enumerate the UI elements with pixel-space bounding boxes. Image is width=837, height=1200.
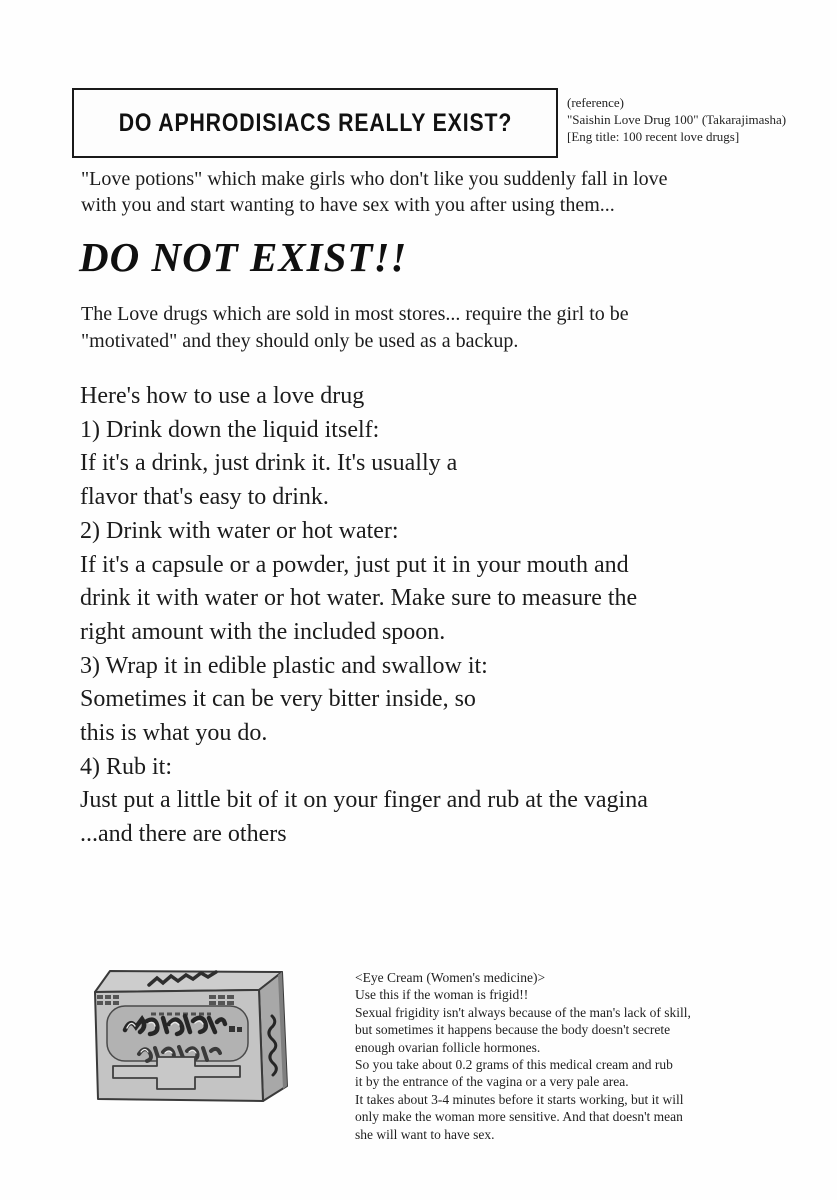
text-line: this is what you do. xyxy=(80,720,268,747)
text-line: [Eng title: 100 recent love drugs] xyxy=(567,129,740,144)
text-line: she will want to have sex. xyxy=(355,1126,495,1142)
text-line: drink it with water or hot water. Make sure to measure the xyxy=(80,585,638,612)
text-line: It takes about 3-4 minutes before it starts working, but it will xyxy=(355,1091,684,1107)
text-line: Sexual frigidity isn't always because of the man's lack of skill, xyxy=(355,1004,691,1020)
caveat-paragraph xyxy=(81,301,781,354)
reference-note xyxy=(567,94,829,145)
box-top-face xyxy=(95,971,282,992)
text-line: flavor that's easy to drink. xyxy=(80,484,329,511)
text-line: it by the entrance of the vagina or a very pale area. xyxy=(355,1074,629,1090)
text-line: 4) Rub it: xyxy=(80,753,173,780)
text-line: "Saishin Love Drug 100" (Takarajimasha) xyxy=(567,112,787,127)
text-line: Sometimes it can be very bitter inside, so xyxy=(80,686,476,713)
text-line: 1) Drink down the liquid itself: xyxy=(80,416,380,443)
headline-text: DO NOT EXIST!! xyxy=(79,234,408,280)
figure-container xyxy=(85,958,305,1108)
text-line: enough ovarian follicle hormones. xyxy=(355,1039,541,1055)
text-line: ...and there are others xyxy=(80,821,287,848)
text-line: (reference) xyxy=(567,95,624,110)
text-line: "motivated" and they should only be used as a backup. xyxy=(81,329,519,352)
text-line: Here's how to use a love drug xyxy=(80,383,365,409)
text-line: So you take about 0.2 grams of this medical cream and rub xyxy=(355,1057,673,1073)
page-title: DO APHRODISIACS REALLY EXIST? xyxy=(118,108,512,137)
text-line: Just put a little bit of it on your finger and rub at the vagina xyxy=(80,787,648,814)
title-box xyxy=(72,88,558,158)
text-line: 3) Wrap it in edible plastic and swallow it: xyxy=(80,652,488,679)
text-line: If it's a capsule or a powder, just put it in your mouth and xyxy=(80,551,629,578)
product-note xyxy=(355,969,785,1143)
text-line: 2) Drink with water or hot water: xyxy=(80,517,399,544)
eye-cream-box-illustration xyxy=(85,958,305,1108)
text-line: <Eye Cream (Women's medicine)> xyxy=(355,970,546,985)
text-line: right amount with the included spoon. xyxy=(80,618,446,645)
intro-paragraph xyxy=(81,166,781,218)
text-line: "Love potions" which make girls who don't like you suddenly fall in love xyxy=(81,168,668,190)
text-line: but sometimes it happens because the body doesn't secrete xyxy=(355,1022,671,1038)
text-line: The Love drugs which are sold in most stores... require the girl to be xyxy=(81,303,629,325)
text-line: Use this if the woman is frigid!! xyxy=(355,987,529,1003)
instructions-list xyxy=(80,380,800,852)
text-line: with you and start wanting to have sex with you after using them... xyxy=(81,194,615,216)
text-line: If it's a drink, just drink it. It's usually a xyxy=(80,450,458,477)
text-line: only make the woman more sensitive. And that doesn't mean xyxy=(355,1109,683,1125)
